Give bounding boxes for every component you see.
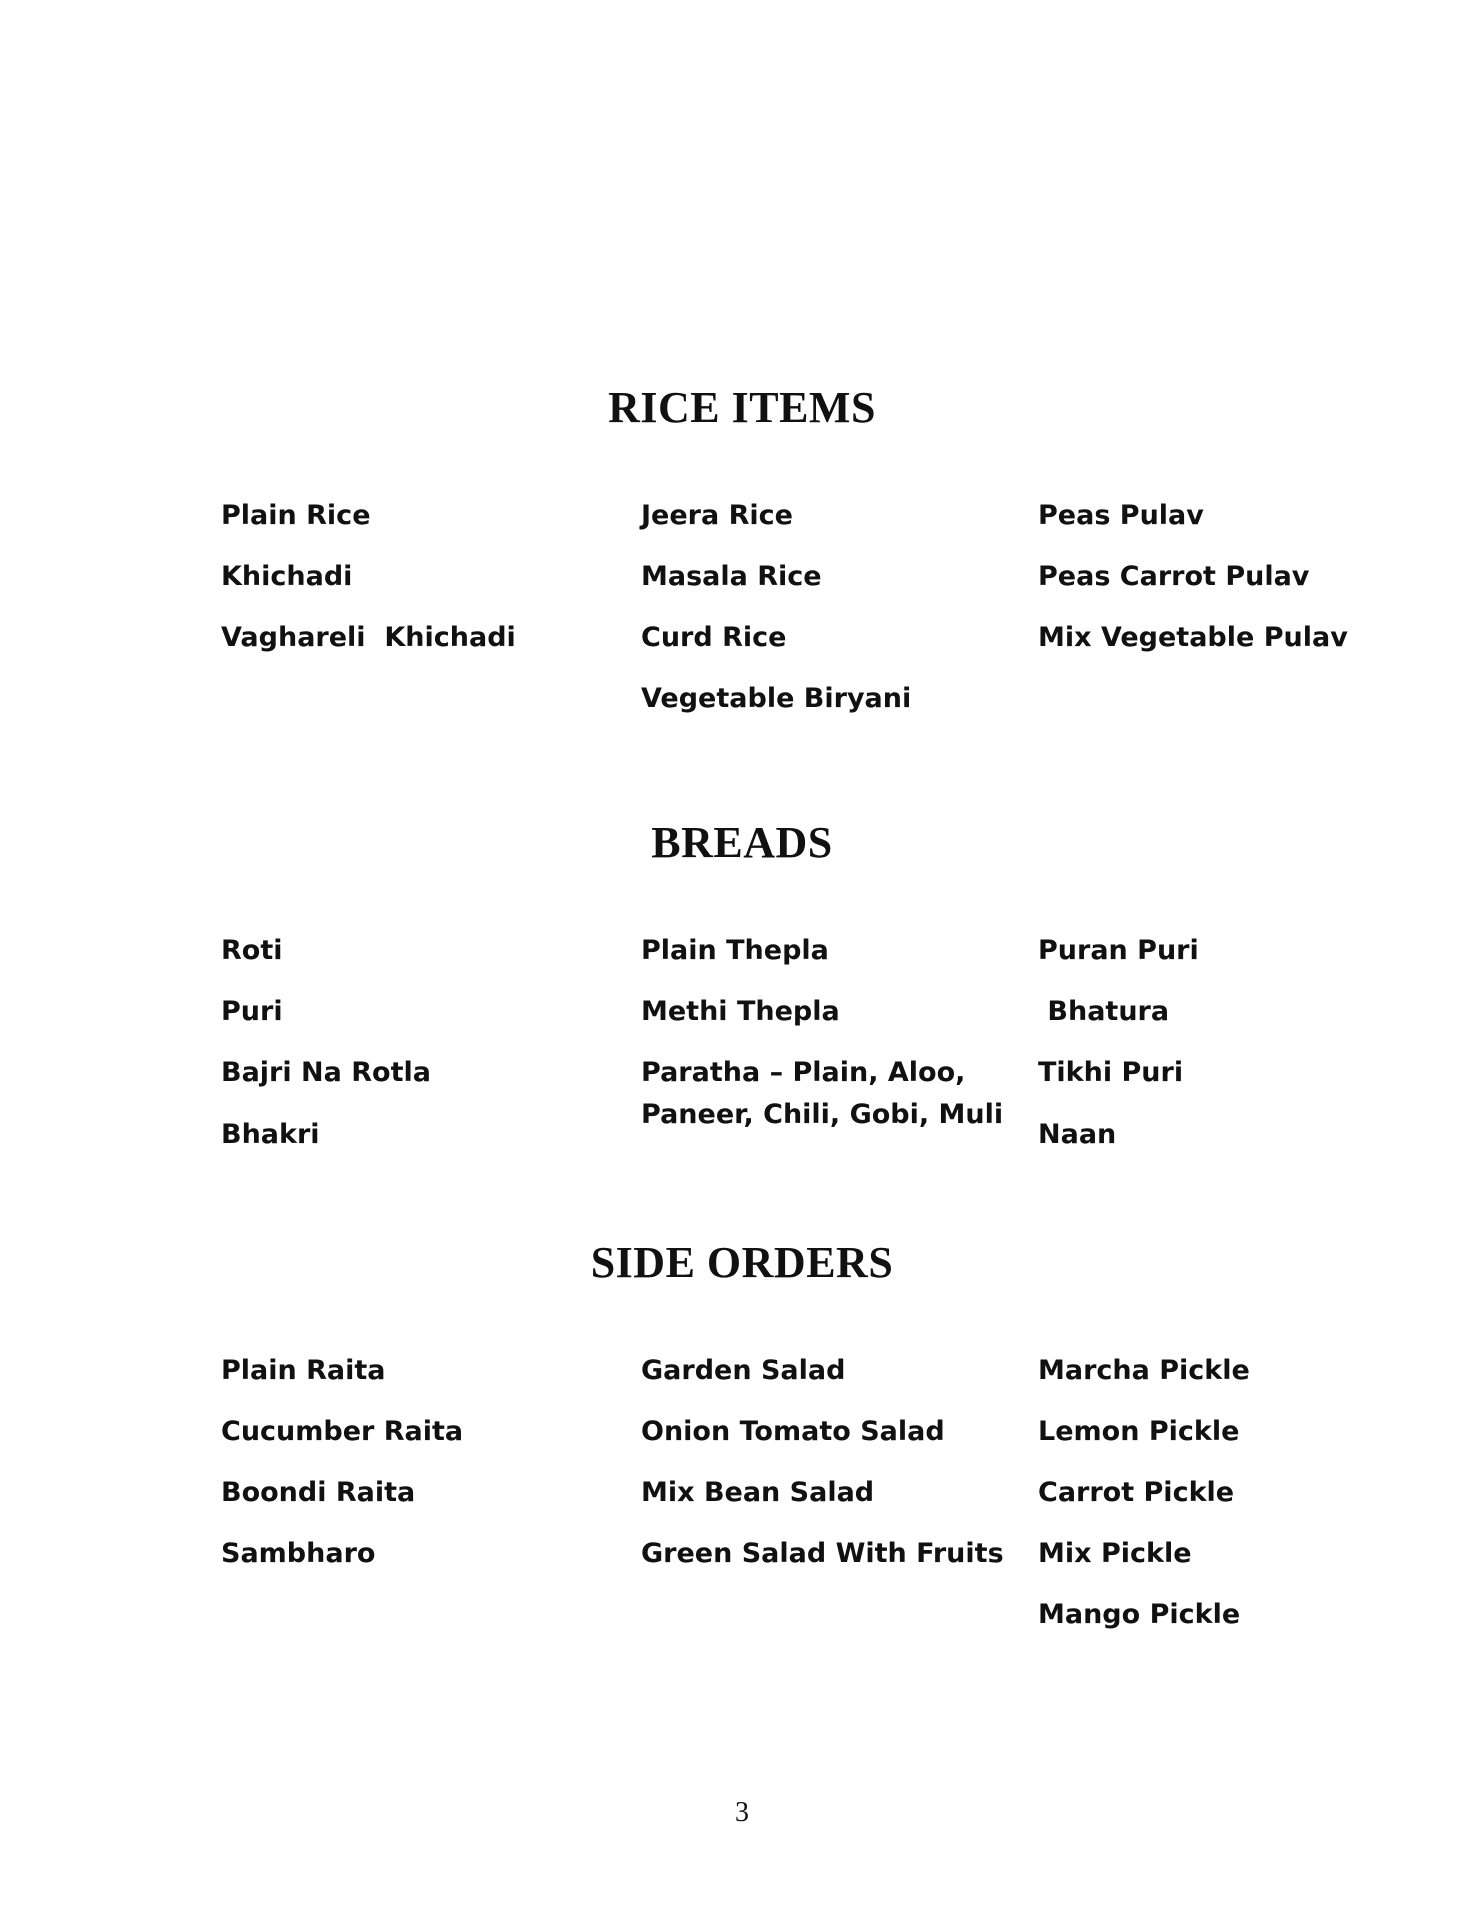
menu-item: Cucumber Raita [221, 1416, 464, 1447]
page-number: 3 [735, 1797, 749, 1828]
menu-item: Marcha Pickle [1038, 1355, 1250, 1386]
menu-item: Naan [1038, 1119, 1117, 1150]
menu-item: Khichadi [221, 561, 353, 592]
menu-item: Masala Rice [641, 561, 822, 592]
menu-item: Bhakri [221, 1119, 320, 1150]
menu-item: Peas Pulav [1038, 500, 1204, 531]
menu-item: Lemon Pickle [1038, 1416, 1240, 1447]
menu-item: Mix Vegetable Pulav [1038, 622, 1348, 653]
menu-item: Peas Carrot Pulav [1038, 561, 1310, 592]
menu-item: Puri [221, 996, 283, 1027]
menu-item: Plain Raita [221, 1355, 386, 1386]
menu-item: Carrot Pickle [1038, 1477, 1235, 1508]
section-title-rice-items: RICE ITEMS [608, 383, 876, 432]
menu-item: Vaghareli Khichadi [221, 622, 516, 653]
section-title-side-orders: SIDE ORDERS [590, 1238, 894, 1287]
menu-item: Garden Salad [641, 1355, 846, 1386]
menu-item: Tikhi Puri [1038, 1057, 1184, 1088]
menu-item: Paneer, Chili, Gobi, Muli [641, 1099, 1004, 1130]
menu-item: Plain Rice [221, 500, 371, 531]
menu-item: Mango Pickle [1038, 1599, 1241, 1630]
menu-item: Bhatura [1038, 996, 1170, 1027]
menu-item: Sambharo [221, 1538, 376, 1569]
menu-item: Methi Thepla [641, 996, 840, 1027]
menu-item: Roti [221, 935, 283, 966]
menu-item: Mix Bean Salad [641, 1477, 875, 1508]
menu-item: Curd Rice [641, 622, 787, 653]
menu-item: Bajri Na Rotla [221, 1057, 431, 1088]
menu-item: Green Salad With Fruits [641, 1538, 1004, 1569]
menu-item: Plain Thepla [641, 935, 829, 966]
menu-item: Onion Tomato Salad [641, 1416, 945, 1447]
menu-item: Vegetable Biryani [641, 683, 912, 714]
section-title-breads: BREADS [651, 818, 833, 867]
menu-item: Mix Pickle [1038, 1538, 1192, 1569]
menu-item: Paratha – Plain, Aloo, [641, 1057, 966, 1088]
menu-item: Puran Puri [1038, 935, 1199, 966]
menu-item: Boondi Raita [221, 1477, 416, 1508]
menu-item: Jeera Rice [641, 500, 793, 531]
